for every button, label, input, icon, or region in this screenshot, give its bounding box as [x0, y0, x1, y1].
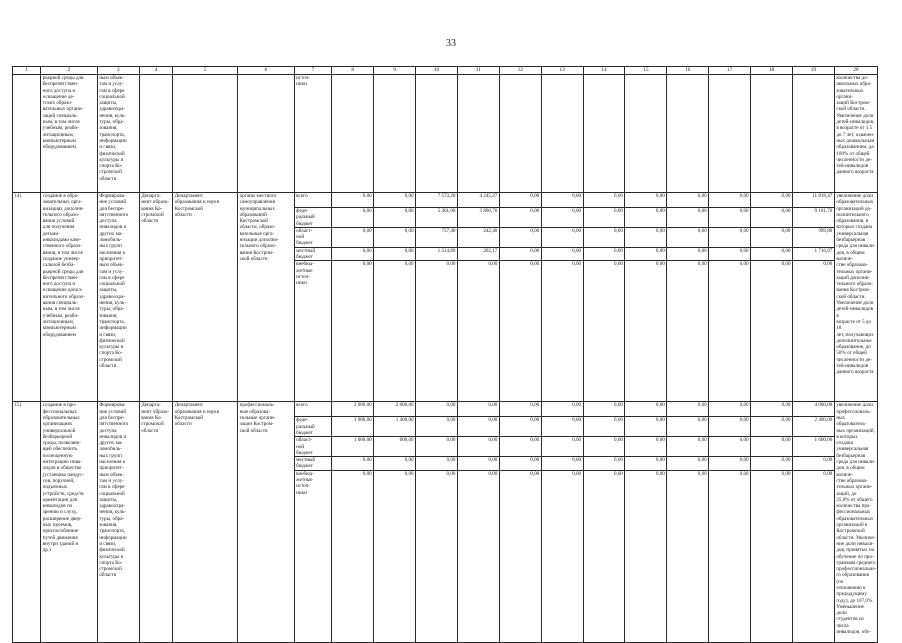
cell-amount: 0,00	[625, 417, 667, 437]
cell-amount: 0,00	[499, 261, 541, 402]
cell-amount: 0,00	[625, 470, 667, 642]
column-number: 2	[41, 67, 98, 75]
cell-amount: 0,00	[583, 247, 625, 261]
cell-amount: 3 800,70	[457, 208, 499, 228]
column-number: 11	[457, 67, 499, 75]
cell-amount: 0,00	[332, 227, 374, 247]
cell-num: 15)	[13, 402, 41, 642]
column-number: 8	[332, 67, 374, 75]
cell-source: всего	[294, 193, 332, 208]
cell-amount: 999,80	[792, 227, 834, 247]
cell-amount: 0,00	[667, 247, 709, 261]
table-row	[13, 402, 878, 417]
cell-amount: 1 514,80	[416, 247, 458, 261]
cell-amount: 0,00	[583, 470, 625, 642]
cell-result: количества до- школьных обра- зовательных органи- заций Костром- ской области. Увеличение доли детей-инвалидов, в возрасте от 1,5 до 7 лет, охвачен- ных дошкольным образованием, до 100% от общей численности де- тей-инвалидов данного возраста	[834, 75, 877, 193]
cell-amount: 0,00	[541, 437, 583, 457]
cell-amount: 0,00	[541, 470, 583, 642]
cell-coexecutor	[173, 75, 238, 193]
program-table	[12, 66, 878, 643]
cell-amount: 0,00	[499, 193, 541, 208]
cell-amount: 0,00	[583, 193, 625, 208]
cell-amount: 0,00	[332, 470, 374, 642]
cell-amount: 0,00	[457, 402, 499, 417]
cell-amount: 0,00	[792, 457, 834, 471]
cell-participants: профессиональ- ные образова- тельные органи- зации Костром- ской области	[238, 402, 295, 642]
cell-amount: 0,00	[583, 261, 625, 402]
cell-amount: 0,00	[332, 261, 374, 402]
cell-source: всего	[294, 402, 332, 417]
cell-amount: 242,40	[457, 227, 499, 247]
cell-amount: 0,00	[667, 402, 709, 417]
cell-amount: 0,00	[625, 402, 667, 417]
cell-amount: 0,00	[374, 208, 416, 228]
cell-amount: 0,00	[751, 247, 793, 261]
cell-amount: 0,00	[332, 457, 374, 471]
cell-source: местный бюджет	[294, 457, 332, 471]
cell-amount: 0,00	[583, 417, 625, 437]
cell-amount: 0,00	[667, 208, 709, 228]
cell-amount: 0,00	[625, 247, 667, 261]
cell-amount: 0,00	[457, 470, 499, 642]
cell-amount: 7 573,20	[416, 193, 458, 208]
cell-amount: 0,00	[751, 437, 793, 457]
cell-amount: 0,00	[457, 417, 499, 437]
cell-amount: 0,00	[709, 417, 751, 437]
continuation-row	[13, 75, 878, 193]
cell-participants	[238, 75, 295, 193]
cell-source: внебюд- жетные источ- ники	[294, 261, 332, 402]
column-number: 19	[792, 67, 834, 75]
column-number: 20	[834, 67, 877, 75]
column-number: 10	[416, 67, 458, 75]
cell-amount: 0,00	[374, 470, 416, 642]
cell-amount: 0,00	[416, 402, 458, 417]
cell-amount: 0,00	[709, 193, 751, 208]
cell-amount: 0,00	[792, 470, 834, 642]
cell-amount: 0,00	[583, 227, 625, 247]
cell-amount: 0,00	[625, 457, 667, 471]
cell-amount: 202,17	[457, 247, 499, 261]
cell-amount: 1 000,00	[332, 417, 374, 437]
cell-amount: 0,00	[541, 261, 583, 402]
cell-amount: 0,00	[583, 208, 625, 228]
cell-amount: 0,00	[751, 208, 793, 228]
cell-source: феде- ральный бюджет	[294, 417, 332, 437]
cell-source: внебюд- жетные источ- ники	[294, 470, 332, 642]
cell-amount: 0,00	[416, 437, 458, 457]
cell-amount: 0,00	[792, 261, 834, 402]
cell-activity: создание в обра- зовательных орга- низациях дополни- тельного образо- вания условий для получения детьми- инвалидами каче- ственного образо- вания, в том числе создание универ- сальной безба- рьерной среды для беспрепятствен- ного доступа и оснащение допол- нительного образо- вания специаль- ным, в том числе учебным, реаби- литационным, компьютерным оборудованием	[41, 193, 98, 402]
cell-amount: 0,00	[667, 193, 709, 208]
column-number: 7	[294, 67, 332, 75]
column-number: 16	[667, 67, 709, 75]
cell-amount: 0,00	[625, 208, 667, 228]
cell-amount: 0,00	[667, 457, 709, 471]
cell-amount: 0,00	[751, 193, 793, 208]
cell-amount: 0,00	[541, 227, 583, 247]
cell-amount: 0,00	[332, 247, 374, 261]
cell-num: 14)	[13, 193, 41, 402]
cell-amount: 0,00	[625, 227, 667, 247]
cell-amount: 0,00	[499, 402, 541, 417]
cell-coexecutor: Департамент образования и науки Костромской области	[173, 193, 238, 402]
cell-amount: 0,00	[625, 437, 667, 457]
cell-amount: 1 600,00	[792, 437, 834, 457]
cell-amount: 0,00	[416, 261, 458, 402]
column-number: 17	[709, 67, 751, 75]
column-number: 15	[625, 67, 667, 75]
cell-amount: 0,00	[374, 227, 416, 247]
cell-source: област- ной бюджет	[294, 437, 332, 457]
cell-amount: 0,00	[751, 402, 793, 417]
column-number-row	[13, 67, 878, 75]
cell-amount: 0,00	[751, 261, 793, 402]
column-number: 13	[541, 67, 583, 75]
cell-amount: 0,00	[332, 208, 374, 228]
cell-goal: Формирова- ние условий для беспре- пятственного доступа инвалидов и других ма- ломобиль- ных групп населения к приоритет- ным объек- там и услу- гам в сфере социальной защиты, здравоохра- нения, куль- туры, обра- зования, транспорта, информации и связи, физической культуры и спорта Ко- стромской области	[97, 402, 139, 642]
column-number: 5	[173, 67, 238, 75]
cell-amount: 0,00	[457, 261, 499, 402]
cell-amount: 0,00	[541, 457, 583, 471]
cell-amount: 0,00	[499, 417, 541, 437]
cell-amount: 0,00	[499, 470, 541, 642]
column-number: 6	[238, 67, 295, 75]
cell-source: област- ной бюджет	[294, 227, 332, 247]
cell-amount: 0,00	[416, 470, 458, 642]
cell-source: местный бюджет	[294, 247, 332, 261]
cell-amount: 0,00	[457, 457, 499, 471]
cell-activity: создание в про- фессиональных образовательных организациях универсальной безбарьерной среды, позволяю- щей обеспечить полноценную интеграцию инва- лидов в общество (установка пандус- сов, поручней, подъемных устройств, средств ориентации для инвалидов по зрению и слуху, расширение двер- ных проемов, приспособление путей движения внутри зданий и др.)	[41, 402, 98, 642]
cell-amount: 0,00	[374, 261, 416, 402]
cell-amount: 4 245,27	[457, 193, 499, 208]
cell-amount: 0,00	[667, 227, 709, 247]
cell-amount: 0,00	[541, 247, 583, 261]
column-number: 4	[139, 67, 173, 75]
cell-amount: 0,00	[416, 417, 458, 437]
page-number: 33	[446, 38, 456, 49]
cell-amount: 0,00	[583, 437, 625, 457]
cell-amount: 4 000,00	[792, 402, 834, 417]
cell-amount: 0,00	[667, 470, 709, 642]
cell-source: источ- ники	[294, 75, 332, 193]
cell-coexecutor: Департамент образования и науки Костромской области	[173, 402, 238, 642]
cell-amount: 0,00	[667, 417, 709, 437]
cell-responsible	[139, 75, 173, 193]
cell-amount: 0,00	[709, 437, 751, 457]
cell-amount: 11 818,47	[792, 193, 834, 208]
column-number: 9	[374, 67, 416, 75]
cell-amount: 1 400,00	[374, 417, 416, 437]
cell-amount: 0,00	[374, 193, 416, 208]
cell-amount: 0,00	[332, 193, 374, 208]
cell-amount: 600,00	[374, 437, 416, 457]
cell-amount: 0,00	[709, 470, 751, 642]
cell-amount: 0,00	[667, 261, 709, 402]
cell-amount: 0,00	[499, 437, 541, 457]
cell-participants: органы местного самоуправления муниципальных образований Костромской области, образо- вательные орга- низации дополни- тельного образо- вания Костром- ской области	[238, 193, 295, 402]
cell-amount: 0,00	[709, 402, 751, 417]
cell-amount: 0,00	[541, 417, 583, 437]
cell-amount: 0,00	[541, 193, 583, 208]
cell-goal: Формирова- ние условий для беспре- пятственного доступа инвалидов и других ма- ломобиль- ных групп населения к приоритет- ным объек- там и услу- гам в сфере социальной защиты, здравоохра- нения, куль- туры, обра- зования, транспорта, информации и связи, физической культуры и спорта Ко- стромской области	[97, 193, 139, 402]
cell-amount: 5 301,00	[416, 208, 458, 228]
cell-amount: 0,00	[751, 470, 793, 642]
cell-responsible: Департа- мент образо- вания Ко- стромской области	[139, 402, 173, 642]
cell-source: феде- ральный бюджет	[294, 208, 332, 228]
cell-amount: 0,00	[374, 247, 416, 261]
cell-amount: 9 101,70	[792, 208, 834, 228]
cell-amount: 0,00	[583, 457, 625, 471]
cell-amount: 0,00	[583, 402, 625, 417]
cell-amount: 0,00	[541, 402, 583, 417]
cell-amount: 0,00	[374, 457, 416, 471]
cell-amount: 0,00	[709, 457, 751, 471]
column-number: 14	[583, 67, 625, 75]
cell-activity: рьерной среды для беспрепятствен- ного доступа и оснащение де- тских образо- вательных органи- заций специаль- ным, в том числе учебным, реаби- литационным, компьютерным оборудованием	[41, 75, 98, 193]
cell-amount: 0,00	[499, 457, 541, 471]
cell-amount: 0,00	[751, 457, 793, 471]
column-number: 18	[751, 67, 793, 75]
cell-goal: ным объек- там и услу- гам в сфере социальной защиты, здравоохра- нения, куль- туры, обра- зования, транспорта, информации и связи, физической культуры и спорта Ко- стромской области	[97, 75, 139, 193]
cell-result: увеличение доли образовательных организаций до- полнительного образования, в которых создана универсальная безбарьерная среда для инвали- дов, в общем количе- стве образова- тельных органи- заций дополни- тельного образо- вания Костром- ской области. Увеличение доли детей-инвалидов в возрасте от 5 до 18 лет, получающих дополнительное образование, до 50% от общей численности де- тей-инвалидов данного возраста	[834, 193, 877, 402]
cell-num	[13, 75, 41, 193]
cell-amount: 0,00	[751, 227, 793, 247]
cell-amount: 0,00	[625, 193, 667, 208]
cell-amount: 2 000,00	[374, 402, 416, 417]
cell-amount: 0,00	[457, 437, 499, 457]
cell-amount: 0,00	[541, 208, 583, 228]
cell-amount: 1 716,97	[792, 247, 834, 261]
cell-amount: 757,40	[416, 227, 458, 247]
cell-amount: 2 000,00	[332, 402, 374, 417]
cell-amount: 0,00	[416, 457, 458, 471]
cell-responsible: Департа- мент образо- вания Ко- стромской области	[139, 193, 173, 402]
cell-amount: 0,00	[751, 417, 793, 437]
cell-amount: 2 400,00	[792, 417, 834, 437]
cell-amount: 0,00	[499, 227, 541, 247]
table-row	[13, 193, 878, 208]
cell-amount: 0,00	[667, 437, 709, 457]
cell-amount: 0,00	[499, 247, 541, 261]
cell-amount: 0,00	[709, 247, 751, 261]
cell-amount: 1 000,00	[332, 437, 374, 457]
cell-amount: 0,00	[625, 261, 667, 402]
cell-result: увеличение доли профессиональ- ных образователь- ных организаций, в которых создана универсальная безбарьерная среда для инвали- дов, в общем количе- стве образова- тельных органи- заций, до 25,0% от общего количества про- фессиональных образовательных организаций в Костромской области. Увеличе- ние доли инвали- дов, принятых на обучение по про- граммам среднего профессионально- го образования (по отношению к предыдущему году), до 107,0%. Уменьшение доли студентов из числа инвалидов, обу-	[834, 402, 877, 642]
column-number: 12	[499, 67, 541, 75]
cell-amount: 0,00	[709, 227, 751, 247]
column-number: 1	[13, 67, 41, 75]
cell-amount: 0,00	[499, 208, 541, 228]
cell-amount: 0,00	[709, 208, 751, 228]
column-number: 3	[97, 67, 139, 75]
cell-amount: 0,00	[709, 261, 751, 402]
